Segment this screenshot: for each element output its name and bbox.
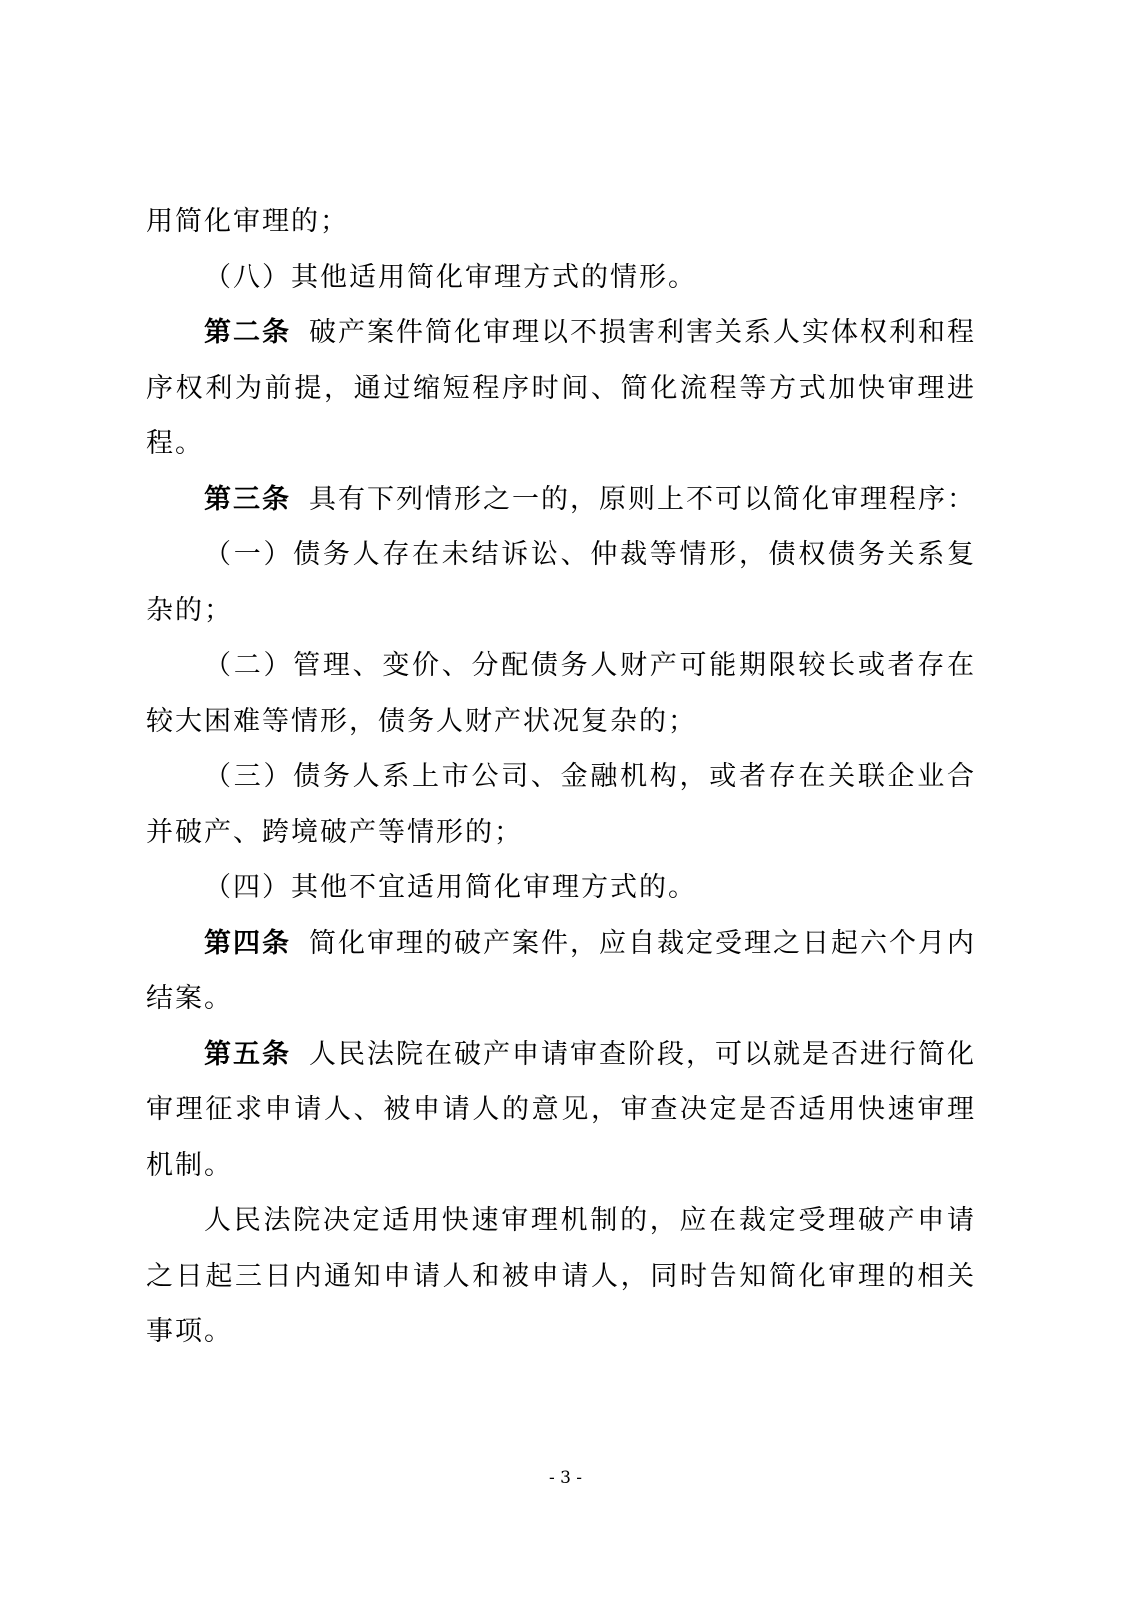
paragraph-text: 人民法院在破产申请审查阶段，可以就是否进行简化审理征求申请人、被申请人的意见，审查决定是否适用快速审理机制。 [146, 1038, 976, 1181]
article-number: 第三条 [204, 483, 291, 515]
article-4 [146, 916, 976, 1027]
paragraph-text: 简化审理的破产案件，应自裁定受理之日起六个月内结案。 [146, 927, 976, 1014]
paragraph-item-3 [146, 749, 976, 860]
paragraph-item-2 [146, 638, 976, 749]
article-number: 第五条 [204, 1038, 291, 1070]
paragraph-text: （八）其他适用简化审理方式的情形。 [204, 261, 697, 293]
paragraph-item-8 [146, 250, 976, 306]
paragraph-text: 用简化审理的； [146, 206, 349, 237]
article-2 [146, 305, 976, 472]
paragraph-item-1 [146, 527, 976, 638]
paragraph-text: 具有下列情形之一的，原则上不可以简化审理程序： [309, 483, 976, 515]
paragraph-text: （四）其他不宜适用简化审理方式的。 [204, 872, 697, 903]
article-number: 第四条 [204, 927, 291, 959]
article-number: 第二条 [204, 317, 291, 348]
paragraph-text: （三）债务人系上市公司、金融机构，或者存在关联企业合并破产、跨境破产等情形的； [146, 761, 976, 848]
article-3 [146, 472, 976, 528]
paragraph-text: （二）管理、变价、分配债务人财产可能期限较长或者存在较大困难等情形，债务人财产状况复杂的； [146, 650, 976, 737]
paragraph-text: 人民法院决定适用快速审理机制的，应在裁定受理破产申请之日起三日内通知申请人和被申请人，同时告知简化审理的相关事项。 [146, 1205, 976, 1347]
document-body [146, 194, 976, 1360]
paragraph-item-4 [146, 860, 976, 916]
article-5-paragraph-2 [146, 1193, 976, 1360]
paragraph-text: （一）债务人存在未结诉讼、仲裁等情形，债权债务关系复杂的； [146, 539, 976, 626]
article-5 [146, 1027, 976, 1194]
paragraph-continuation [146, 194, 976, 250]
page-number: - 3 - [548, 1468, 583, 1488]
paragraph-text: 破产案件简化审理以不损害利害关系人实体权利和程序权利为前提，通过缩短程序时间、简化流程等方式加快审理进程。 [146, 317, 976, 459]
